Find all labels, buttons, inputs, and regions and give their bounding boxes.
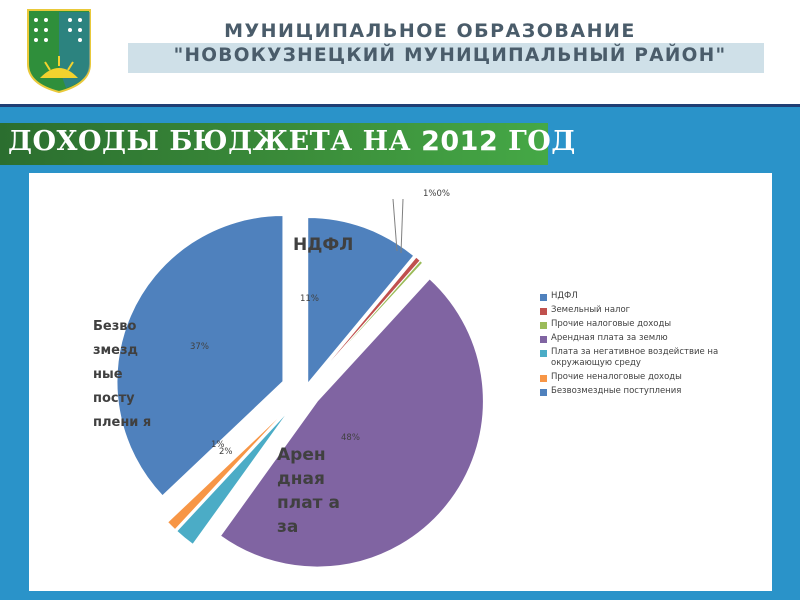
- legend-label: Безвозмездные поступления: [551, 386, 682, 396]
- legend-item: [540, 372, 760, 383]
- legend-swatch: [540, 336, 547, 343]
- org-title-line2: "НОВОКУЗНЕЦКИЙ МУНИЦИПАЛЬНЫЙ РАЙОН": [173, 45, 727, 66]
- data-label-neanalogovye: 1%: [211, 440, 225, 450]
- legend-swatch: [540, 350, 547, 357]
- legend-label: Земельный налог: [551, 305, 631, 315]
- slide-title: [8, 126, 576, 157]
- data-label-negativnoe: 2%: [219, 447, 233, 457]
- data-label-ndfl: 11%: [300, 294, 319, 304]
- legend-label: НДФЛ: [551, 291, 578, 301]
- data-label-arenda: 48%: [341, 433, 360, 443]
- legend-label: Прочие налоговые доходы: [551, 319, 672, 329]
- legend-item: [540, 386, 760, 397]
- legend-label: Арендная плата за землю: [551, 333, 668, 343]
- slide-title-suffix: ГОД: [498, 126, 576, 157]
- slide-title-year: 2012: [421, 126, 499, 157]
- data-label-bezvozmezdnye: 37%: [190, 342, 209, 352]
- legend-swatch: [540, 308, 547, 315]
- label-ndfl: НДФЛ: [293, 235, 354, 255]
- slide-title-prefix: ДОХОДЫ БЮДЖЕТА НА: [8, 126, 422, 157]
- legend-swatch: [540, 389, 547, 396]
- slide-header: [0, 0, 800, 104]
- legend-item: [540, 347, 760, 369]
- legend-swatch: [540, 294, 547, 301]
- label-arenda: Арен дная плат а за: [277, 445, 340, 537]
- legend-label: Прочие неналоговые доходы: [551, 372, 682, 382]
- legend-item: [540, 291, 760, 302]
- label-bezvozmezdnye: Безво змезд ные посту плени я: [93, 319, 152, 430]
- label-top-small: 1%0%: [423, 189, 450, 199]
- legend-item: [540, 305, 760, 316]
- legend-item: [540, 333, 760, 344]
- leader-line: [401, 199, 403, 253]
- chart-panel: [29, 173, 772, 591]
- chart-legend: [540, 291, 760, 400]
- legend-swatch: [540, 375, 547, 382]
- legend-item: [540, 319, 760, 330]
- org-title-line1: МУНИЦИПАЛЬНОЕ ОБРАЗОВАНИЕ: [224, 20, 636, 42]
- legend-swatch: [540, 322, 547, 329]
- municipal-coat-of-arms-icon: [26, 8, 92, 94]
- legend-label: Плата за негативное воздействие на окружающую среду: [551, 347, 719, 368]
